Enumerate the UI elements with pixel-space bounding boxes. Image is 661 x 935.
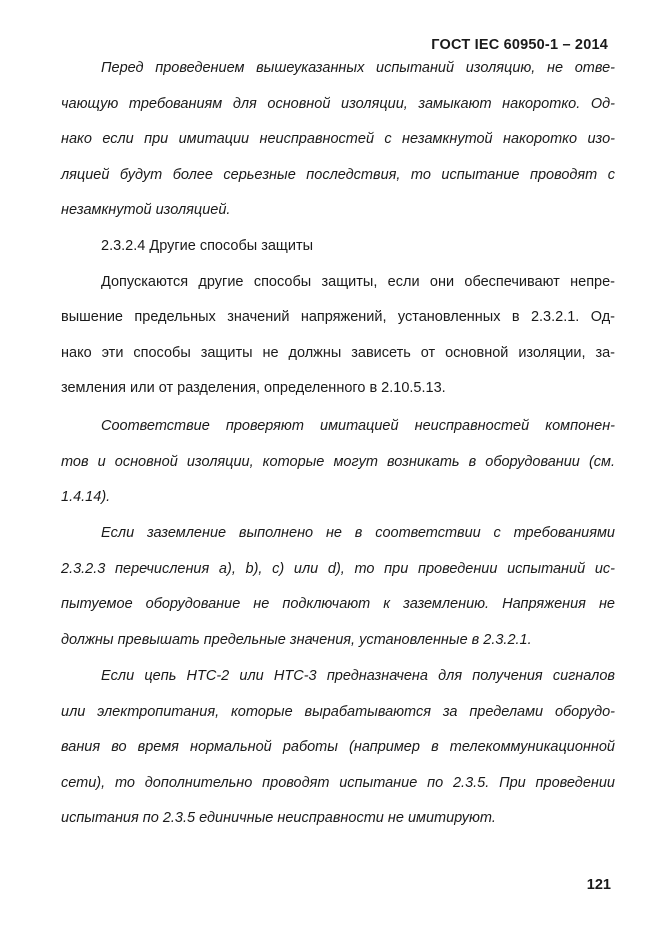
text-line: или электропитания, которые вырабатываются за пределами оборудо- (61, 704, 615, 720)
text-line: незамкнутой изоляцией. (61, 202, 231, 218)
section-heading-text: 2.3.2.4 Другие способы защиты (101, 238, 314, 254)
text-line: нако эти способы защиты не должны зависеть от основной изоляции, за- (61, 345, 615, 361)
text-line: Если заземление выполнено не в соответствии с требованиями (101, 525, 615, 541)
text-line: тов и основной изоляции, которые могут возникать в оборудовании (см. (61, 454, 615, 470)
document-header: ГОСТ IEC 60950-1 – 2014 (431, 37, 608, 53)
text-line: чающую требованиям для основной изоляции, замыкают накоротко. Од- (61, 96, 615, 112)
text-line: вышение предельных значений напряжений, установленных в 2.3.2.1. Од- (61, 309, 615, 325)
text-line: вания во время нормальной работы (например в телекоммуникационной (61, 739, 615, 755)
text-line: Если цепь НТС-2 или НТС-3 предназначена для получения сигналов (101, 668, 615, 684)
text-line: нако если при имитации неисправностей с незамкнутой накоротко изо- (61, 131, 615, 147)
text-line: земления или от разделения, определенного в 2.10.5.13. (61, 380, 446, 396)
text-line: Перед проведением вышеуказанных испытаний изоляцию, не отве- (101, 60, 615, 76)
page-number: 121 (586, 877, 611, 893)
text-line: Допускаются другие способы защиты, если они обеспечивают непре- (101, 274, 615, 290)
text-line: пытуемое оборудование не подключают к заземлению. Напряжения не (61, 596, 615, 612)
text-line: 1.4.14). (61, 489, 111, 505)
text-line: сети), то дополнительно проводят испытание по 2.3.5. При проведении (61, 775, 615, 791)
text-line: 2.3.2.3 перечисления a), b), c) или d), то при проведении испытаний ис- (61, 561, 615, 577)
text-line: Соответствие проверяют имитацией неисправностей компонен- (101, 418, 615, 434)
text-line: должны превышать предельные значения, установленные в 2.3.2.1. (61, 632, 532, 648)
text-line: ляцией будут более серьезные последствия, то испытание проводят с (61, 167, 615, 183)
text-line: испытания по 2.3.5 единичные неисправности не имитируют. (61, 810, 496, 826)
